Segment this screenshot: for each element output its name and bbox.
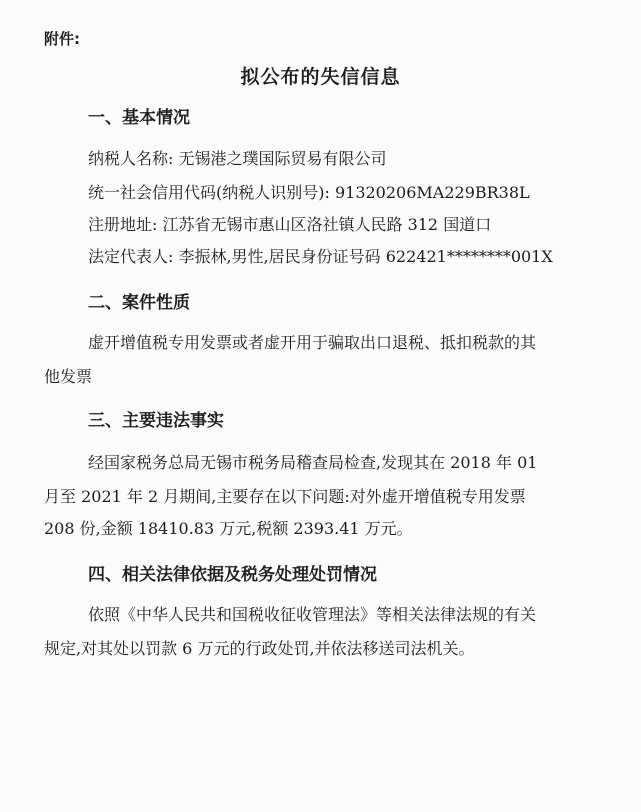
credit-code-line: 统一社会信用代码(纳税人识别号): 91320206MA229BR38L	[88, 183, 530, 202]
registered-address-line: 注册地址: 江苏省无锡市惠山区洛社镇人民路 312 国道口	[88, 215, 492, 234]
violation-facts-line-3: 208 份,金额 18410.83 万元,税额 2393.41 万元。	[44, 519, 413, 538]
legal-basis-line-2: 规定,对其处以罚款 6 万元的行政处罚,并依法移送司法机关。	[44, 639, 475, 658]
case-nature-line-2: 他发票	[44, 367, 93, 386]
violation-facts-line-1: 经国家税务总局无锡市税务局稽查局检查,发现其在 2018 年 01	[88, 453, 538, 472]
violation-facts-line-2: 月至 2021 年 2 月期间,主要存在以下问题:对外虚开增值税专用发票	[44, 487, 526, 506]
section-basic-info-heading: 一、基本情况	[88, 108, 190, 128]
page-title: 拟公布的失信信息	[240, 66, 401, 88]
legal-basis-line-1: 依照《中华人民共和国税收征收管理法》等相关法律法规的有关	[88, 605, 537, 624]
attachment-label: 附件:	[44, 30, 80, 48]
section-case-nature-heading: 二、案件性质	[88, 293, 190, 313]
section-violation-facts-heading: 三、主要违法事实	[88, 411, 224, 431]
taxpayer-name-line: 纳税人名称: 无锡港之璞国际贸易有限公司	[88, 149, 387, 168]
case-nature-line-1: 虚开增值税专用发票或者虚开用于骗取出口退税、抵扣税款的其	[88, 333, 537, 352]
section-legal-basis-heading: 四、相关法律依据及税务处理处罚情况	[88, 565, 377, 585]
legal-representative-line: 法定代表人: 李振林,男性,居民身份证号码 622421********001X	[88, 247, 553, 266]
